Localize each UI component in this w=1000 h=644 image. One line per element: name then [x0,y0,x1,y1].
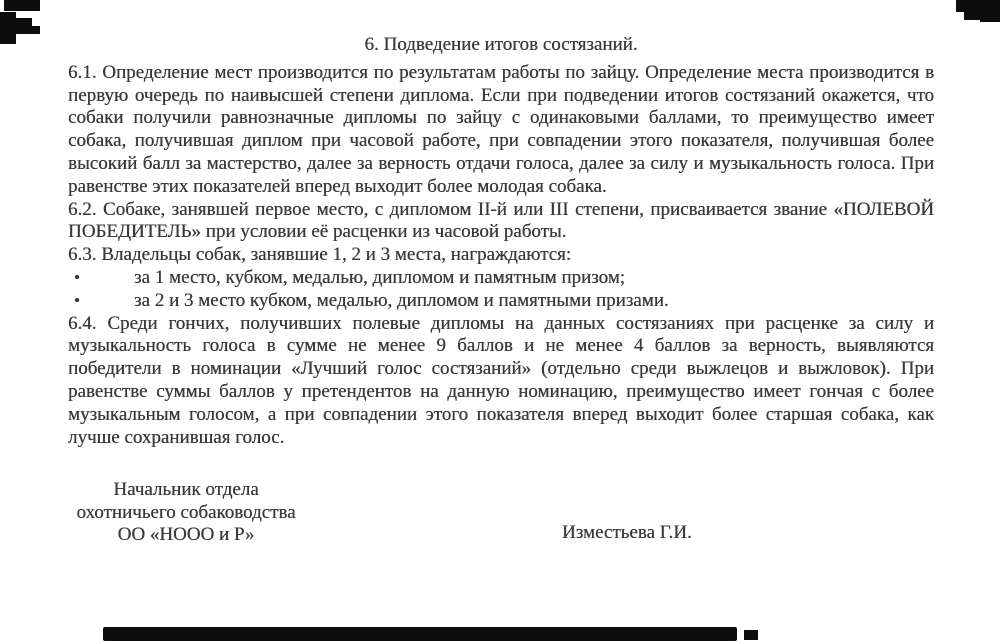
scan-artifact-bottom-bar [103,627,737,641]
signature-title-line: ОО «НООО и Р» [117,524,255,545]
scan-artifact-top-right [964,10,982,20]
clause-6-1: 6.1. Определение мест производится по результатам работы по зайцу. Определение места производится в первую очередь по наивысшей степени диплома. Если при подведении итогов состязаний окажется, что собаки получили равнозначные дипломы по зайцу с одинаковыми баллами, то преимущество имеет собака, получившая диплом при часовой работе, при совпадении этого показателя, получившая более высокий балл за мастерство, далее за верность отдачи голоса, далее за силу и музыкальность голоса. При равенстве этих показателей вперед выходит более молодая собака. [68,61,934,197]
bullet-icon: • [74,267,80,287]
signature-title-block [72,479,300,547]
scan-artifact-top-left [4,0,40,11]
scan-artifact-top-right [980,0,1000,22]
bullet-text: за 2 и 3 место кубком, медалью, дипломом и памятными призами. [134,289,669,311]
section-title: 6. Подведение итогов состязаний. [364,34,638,55]
signature-name: Изместьева Г.И. [562,522,692,543]
signature-title-line: охотничьего собаководства [76,501,296,523]
bullet-item-second-third-place [68,290,934,313]
clause-6-4: 6.4. Среди гончих, получивших полевые дипломы на данных состязаниях при расценке за силу и музыкальность голоса в сумме не менее 9 баллов и не менее 4 баллов за верность, выявляются победители в номинации «Лучший голос состязаний» (отдельно среди выжлецов и выжловок). При равенстве суммы баллов у претендентов на данную номинацию, преимущество имеет гончая с более музыкальным голосом, а при совпадении этого показателя вперед выходит более старшая собака, как лучше сохранившая голос. [68,312,934,448]
scan-artifact-bottom-bar [744,630,758,640]
document-body [68,0,934,449]
clause-6-2: 6.2. Собаке, занявшей первое место, с дипломом II-й или III степени, присваивается звание «ПОЛЕВОЙ ПОБЕДИТЕЛЬ» при условии её расценки из часовой работы. [68,198,934,243]
bullet-item-first-place [68,267,934,290]
scan-artifact-top-left [30,26,40,34]
bullet-text: за 1 место, кубком, медалью, дипломом и памятным призом; [134,266,625,288]
bullet-icon: • [74,290,80,310]
signature-title-line: Начальник отдела [113,479,259,500]
clause-6-3: 6.3. Владельцы собак, занявшие 1, 2 и 3 места, награждаются: [68,244,572,266]
